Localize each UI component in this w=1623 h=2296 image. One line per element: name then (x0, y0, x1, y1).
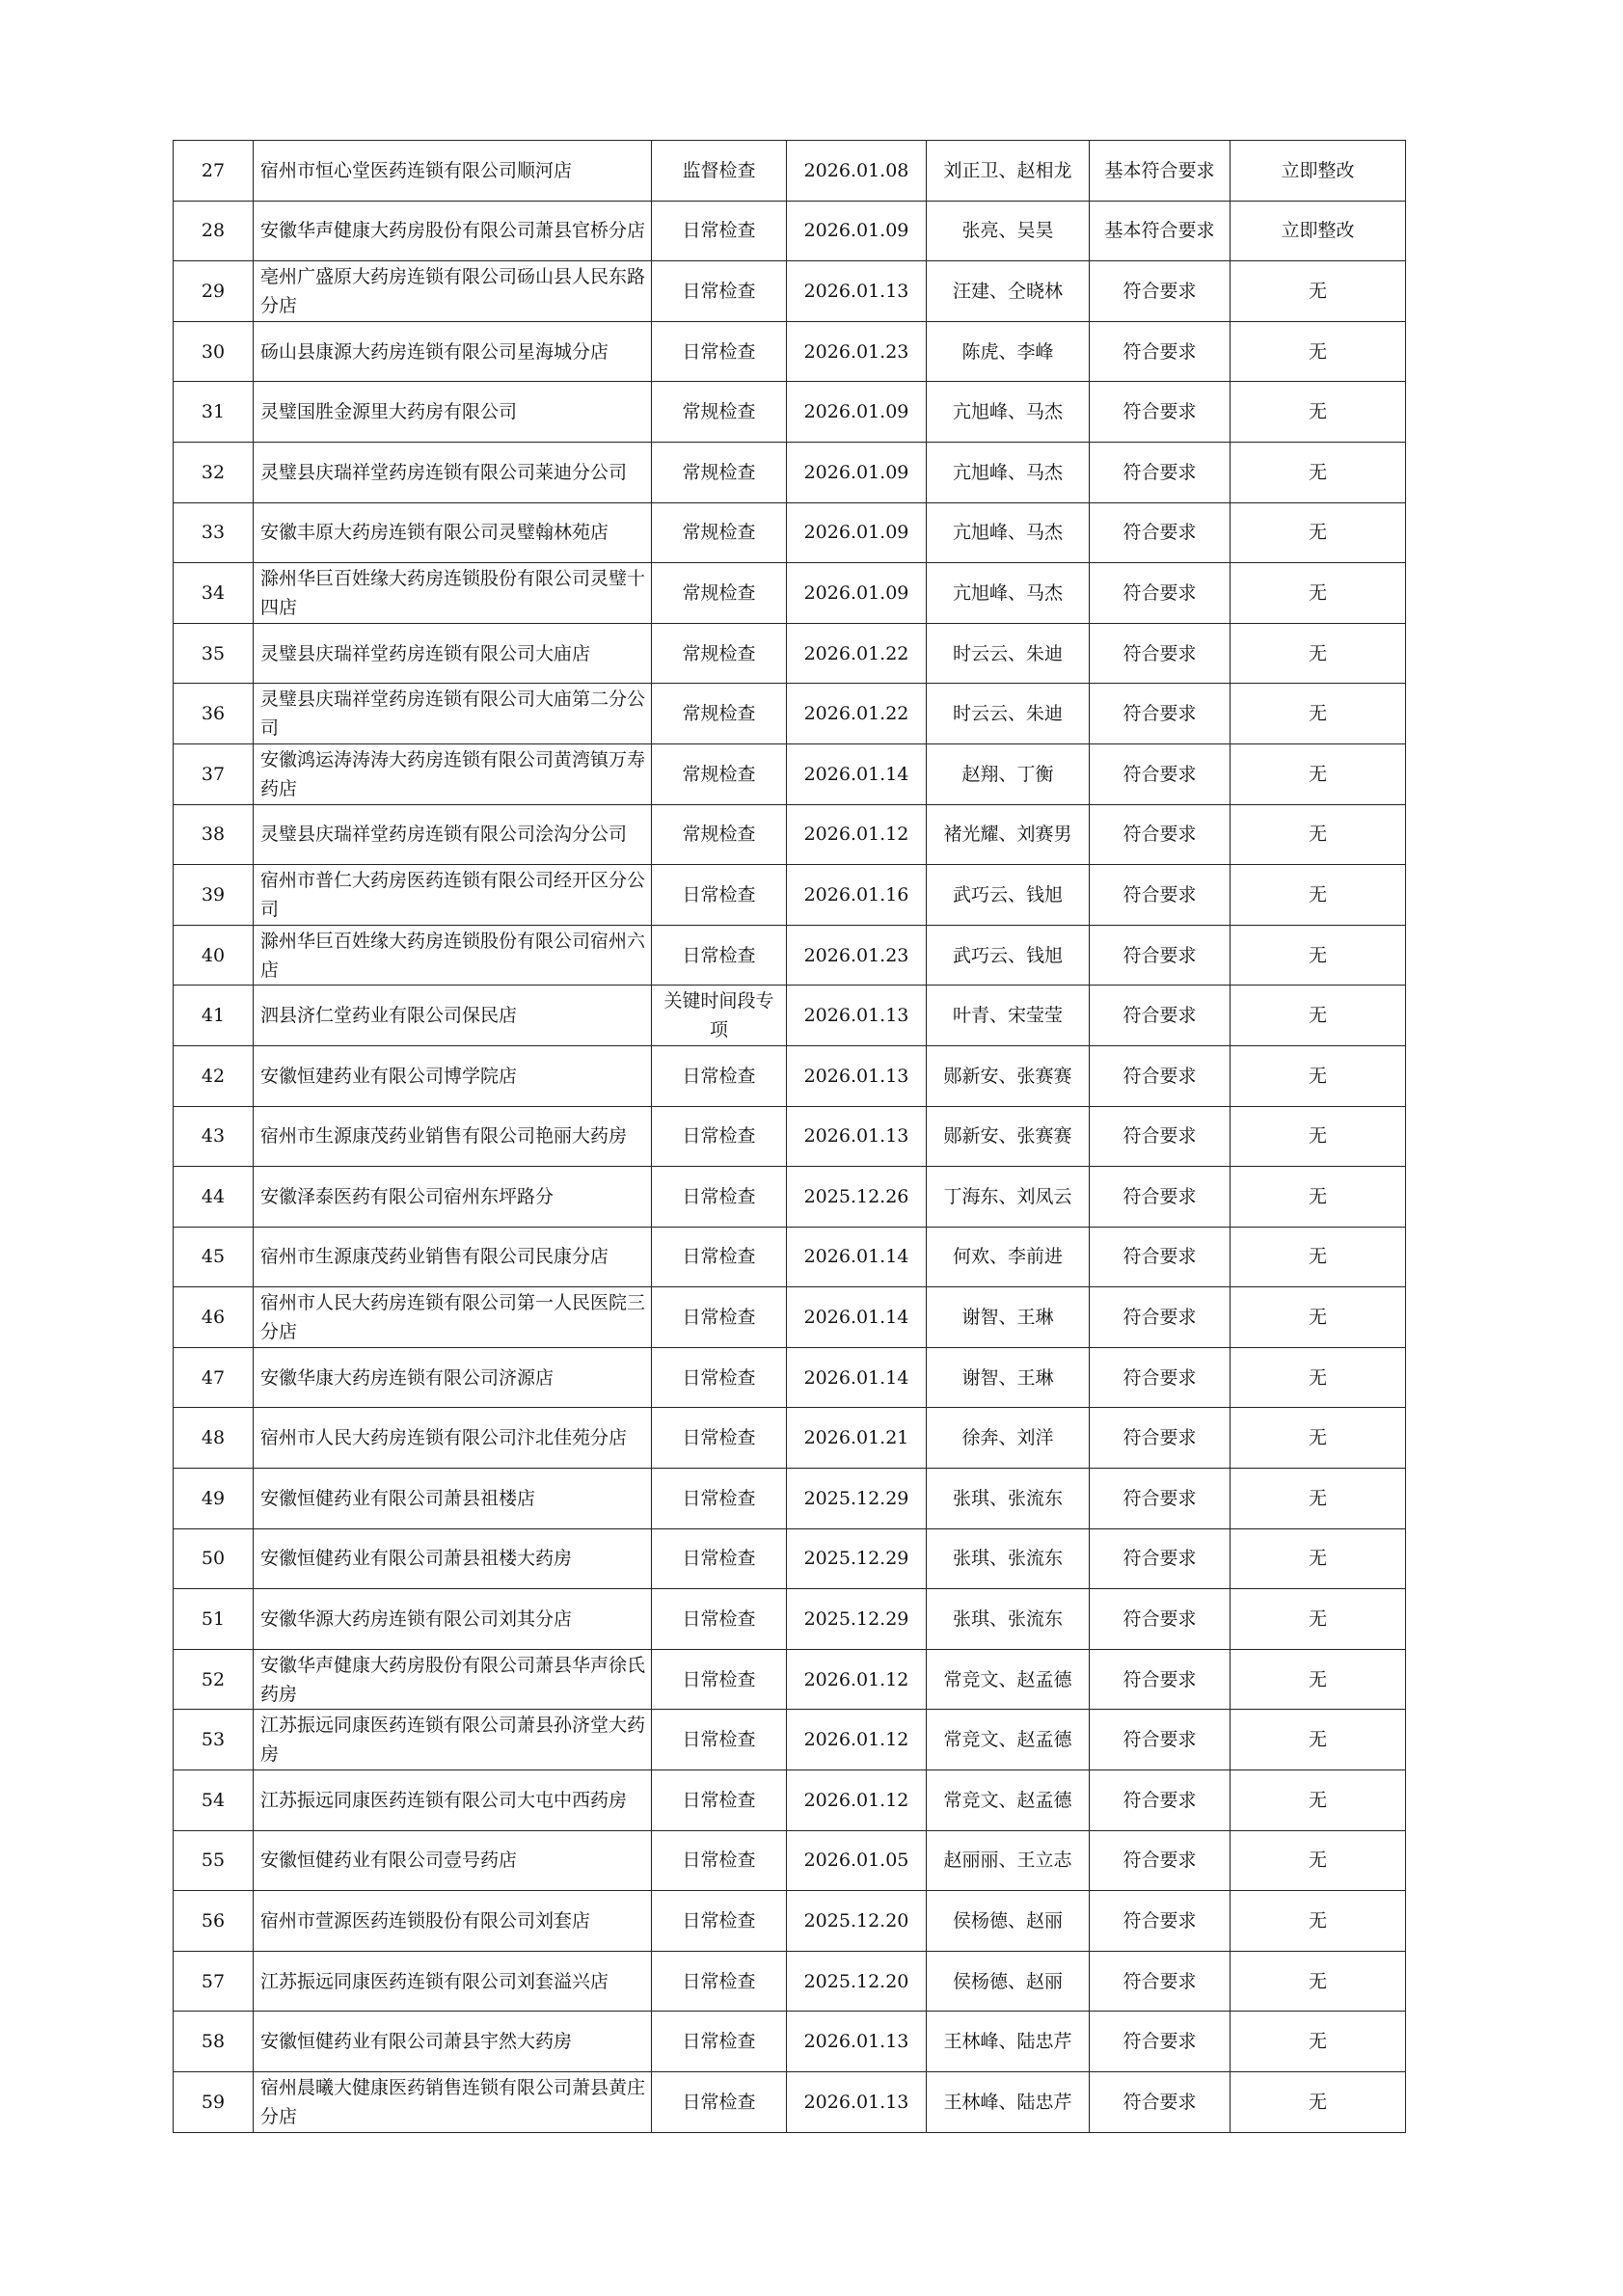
table-row (174, 1408, 1406, 1469)
inspection-type-cell: 日常检查 (652, 1167, 787, 1228)
inspectors-cell: 武巧云、钱旭 (927, 865, 1090, 926)
table-row (174, 1589, 1406, 1650)
result-cell: 符合要求 (1090, 1528, 1231, 1589)
serial-cell: 58 (174, 2012, 254, 2072)
inspectors-cell: 褚光耀、刘赛男 (927, 804, 1090, 865)
inspection-date-cell: 2025.12.29 (787, 1469, 927, 1529)
inspection-date-cell: 2026.01.14 (787, 743, 927, 804)
inspection-type-cell: 日常检查 (652, 1891, 787, 1952)
action-cell: 无 (1231, 1167, 1406, 1228)
result-cell: 符合要求 (1090, 865, 1231, 926)
inspection-date-cell: 2025.12.20 (787, 1951, 927, 2012)
table-row (174, 1951, 1406, 2012)
company-name-cell: 江苏振远同康医药连锁有限公司刘套溢兴店 (254, 1951, 652, 2012)
serial-cell: 29 (174, 261, 254, 322)
inspection-type-cell: 日常检查 (652, 1649, 787, 1710)
inspection-date-cell: 2026.01.09 (787, 563, 927, 624)
result-cell: 符合要求 (1090, 623, 1231, 684)
action-cell: 无 (1231, 1770, 1406, 1831)
serial-cell: 37 (174, 743, 254, 804)
action-cell: 无 (1231, 743, 1406, 804)
inspectors-cell: 谢智、王琳 (927, 1287, 1090, 1348)
inspectors-cell: 亢旭峰、马杰 (927, 563, 1090, 624)
inspection-date-cell: 2025.12.26 (787, 1167, 927, 1228)
inspectors-cell: 亢旭峰、马杰 (927, 502, 1090, 563)
inspectors-cell: 郧新安、张赛赛 (927, 1106, 1090, 1167)
table-row (174, 141, 1406, 202)
table-row (174, 1891, 1406, 1952)
inspection-date-cell: 2026.01.22 (787, 623, 927, 684)
result-cell: 基本符合要求 (1090, 201, 1231, 261)
company-name-cell: 宿州晨曦大健康医药销售连锁有限公司萧县黄庄分店 (254, 2072, 652, 2133)
table-row (174, 261, 1406, 322)
inspection-type-cell: 日常检查 (652, 865, 787, 926)
result-cell: 符合要求 (1090, 1408, 1231, 1469)
table-row (174, 1045, 1406, 1106)
inspection-date-cell: 2026.01.23 (787, 321, 927, 382)
inspection-type-cell: 日常检查 (652, 1469, 787, 1529)
result-cell: 符合要求 (1090, 502, 1231, 563)
serial-cell: 49 (174, 1469, 254, 1529)
serial-cell: 36 (174, 684, 254, 744)
action-cell: 无 (1231, 1106, 1406, 1167)
inspectors-cell: 亢旭峰、马杰 (927, 382, 1090, 443)
inspection-date-cell: 2026.01.08 (787, 141, 927, 202)
result-cell: 符合要求 (1090, 2072, 1231, 2133)
company-name-cell: 安徽泽泰医药有限公司宿州东坪路分 (254, 1167, 652, 1228)
action-cell: 无 (1231, 1469, 1406, 1529)
action-cell: 无 (1231, 1347, 1406, 1408)
action-cell: 无 (1231, 563, 1406, 624)
company-name-cell: 宿州市萱源医药连锁股份有限公司刘套店 (254, 1891, 652, 1952)
inspection-date-cell: 2026.01.13 (787, 2012, 927, 2072)
table-row (174, 925, 1406, 986)
result-cell: 符合要求 (1090, 1167, 1231, 1228)
table-row (174, 1227, 1406, 1287)
inspectors-cell: 武巧云、钱旭 (927, 925, 1090, 986)
table-row (174, 1649, 1406, 1710)
table-body (174, 141, 1406, 2133)
table-row (174, 1167, 1406, 1228)
inspection-type-cell: 日常检查 (652, 321, 787, 382)
inspection-type-cell: 日常检查 (652, 1287, 787, 1348)
table-row (174, 442, 1406, 502)
company-name-cell: 砀山县康源大药房连锁有限公司星海城分店 (254, 321, 652, 382)
inspection-date-cell: 2026.01.12 (787, 1710, 927, 1770)
action-cell: 无 (1231, 986, 1406, 1046)
company-name-cell: 泗县济仁堂药业有限公司保民店 (254, 986, 652, 1046)
inspectors-cell: 陈虎、李峰 (927, 321, 1090, 382)
inspectors-cell: 侯杨德、赵丽 (927, 1951, 1090, 2012)
table-row (174, 1347, 1406, 1408)
table-row (174, 201, 1406, 261)
inspection-date-cell: 2026.01.12 (787, 1649, 927, 1710)
table-row (174, 623, 1406, 684)
table-row (174, 321, 1406, 382)
company-name-cell: 安徽恒健药业有限公司壹号药店 (254, 1830, 652, 1891)
result-cell: 符合要求 (1090, 2012, 1231, 2072)
serial-cell: 50 (174, 1528, 254, 1589)
action-cell: 无 (1231, 804, 1406, 865)
inspection-date-cell: 2026.01.09 (787, 201, 927, 261)
inspection-date-cell: 2026.01.12 (787, 804, 927, 865)
inspectors-cell: 张琪、张流东 (927, 1469, 1090, 1529)
company-name-cell: 灵璧国胜金源里大药房有限公司 (254, 382, 652, 443)
action-cell: 无 (1231, 865, 1406, 926)
table-row (174, 1710, 1406, 1770)
result-cell: 符合要求 (1090, 1710, 1231, 1770)
action-cell: 无 (1231, 623, 1406, 684)
table-row (174, 1770, 1406, 1831)
result-cell: 符合要求 (1090, 261, 1231, 322)
serial-cell: 52 (174, 1649, 254, 1710)
inspection-type-cell: 日常检查 (652, 1830, 787, 1891)
inspection-date-cell: 2026.01.21 (787, 1408, 927, 1469)
inspection-type-cell: 日常检查 (652, 925, 787, 986)
company-name-cell: 安徽华源大药房连锁有限公司刘其分店 (254, 1589, 652, 1650)
result-cell: 符合要求 (1090, 1891, 1231, 1952)
inspection-type-cell: 日常检查 (652, 1770, 787, 1831)
serial-cell: 41 (174, 986, 254, 1046)
action-cell: 无 (1231, 925, 1406, 986)
inspection-type-cell: 日常检查 (652, 1106, 787, 1167)
serial-cell: 53 (174, 1710, 254, 1770)
inspection-type-cell: 日常检查 (652, 261, 787, 322)
action-cell: 无 (1231, 2012, 1406, 2072)
result-cell: 符合要求 (1090, 1045, 1231, 1106)
inspection-type-cell: 日常检查 (652, 1408, 787, 1469)
inspection-type-cell: 常规检查 (652, 684, 787, 744)
inspection-date-cell: 2025.12.20 (787, 1891, 927, 1952)
table-row (174, 1106, 1406, 1167)
company-name-cell: 安徽恒健药业有限公司萧县祖楼店 (254, 1469, 652, 1529)
inspectors-cell: 叶青、宋莹莹 (927, 986, 1090, 1046)
inspection-type-cell: 常规检查 (652, 502, 787, 563)
inspection-date-cell: 2026.01.05 (787, 1830, 927, 1891)
result-cell: 符合要求 (1090, 1770, 1231, 1831)
company-name-cell: 灵璧县庆瑞祥堂药房连锁有限公司大庙第二分公司 (254, 684, 652, 744)
company-name-cell: 灵璧县庆瑞祥堂药房连锁有限公司莱迪分公司 (254, 442, 652, 502)
company-name-cell: 灵璧县庆瑞祥堂药房连锁有限公司浍沟分公司 (254, 804, 652, 865)
inspection-date-cell: 2026.01.14 (787, 1227, 927, 1287)
action-cell: 无 (1231, 1710, 1406, 1770)
inspection-date-cell: 2026.01.09 (787, 502, 927, 563)
serial-cell: 56 (174, 1891, 254, 1952)
inspection-type-cell: 日常检查 (652, 1227, 787, 1287)
serial-cell: 40 (174, 925, 254, 986)
inspectors-cell: 常竞文、赵孟德 (927, 1649, 1090, 1710)
company-name-cell: 安徽华声健康大药房股份有限公司萧县华声徐氏药房 (254, 1649, 652, 1710)
inspection-type-cell: 常规检查 (652, 382, 787, 443)
company-name-cell: 灵璧县庆瑞祥堂药房连锁有限公司大庙店 (254, 623, 652, 684)
inspection-type-cell: 日常检查 (652, 201, 787, 261)
company-name-cell: 滁州华巨百姓缘大药房连锁股份有限公司宿州六店 (254, 925, 652, 986)
table-row (174, 743, 1406, 804)
table-row (174, 1830, 1406, 1891)
table-row (174, 1287, 1406, 1348)
action-cell: 无 (1231, 382, 1406, 443)
inspection-date-cell: 2026.01.12 (787, 1770, 927, 1831)
table-row (174, 865, 1406, 926)
result-cell: 符合要求 (1090, 321, 1231, 382)
action-cell: 无 (1231, 1951, 1406, 2012)
inspectors-cell: 徐奔、刘洋 (927, 1408, 1090, 1469)
inspectors-cell: 时云云、朱迪 (927, 684, 1090, 744)
result-cell: 符合要求 (1090, 1830, 1231, 1891)
serial-cell: 39 (174, 865, 254, 926)
table-row (174, 563, 1406, 624)
company-name-cell: 安徽恒健药业有限公司萧县宇然大药房 (254, 2012, 652, 2072)
table-row (174, 2012, 1406, 2072)
serial-cell: 27 (174, 141, 254, 202)
action-cell: 无 (1231, 1408, 1406, 1469)
inspection-type-cell: 日常检查 (652, 2012, 787, 2072)
action-cell: 无 (1231, 442, 1406, 502)
serial-cell: 35 (174, 623, 254, 684)
inspectors-cell: 郧新安、张赛赛 (927, 1045, 1090, 1106)
company-name-cell: 江苏振远同康医药连锁有限公司大屯中西药房 (254, 1770, 652, 1831)
action-cell: 立即整改 (1231, 201, 1406, 261)
company-name-cell: 安徽华声健康大药房股份有限公司萧县官桥分店 (254, 201, 652, 261)
serial-cell: 48 (174, 1408, 254, 1469)
company-name-cell: 宿州市生源康茂药业销售有限公司艳丽大药房 (254, 1106, 652, 1167)
result-cell: 符合要求 (1090, 684, 1231, 744)
inspectors-cell: 张亮、吴昊 (927, 201, 1090, 261)
serial-cell: 45 (174, 1227, 254, 1287)
inspection-date-cell: 2026.01.13 (787, 986, 927, 1046)
serial-cell: 38 (174, 804, 254, 865)
action-cell: 无 (1231, 1287, 1406, 1348)
inspectors-cell: 侯杨德、赵丽 (927, 1891, 1090, 1952)
company-name-cell: 宿州市恒心堂医药连锁有限公司顺河店 (254, 141, 652, 202)
result-cell: 符合要求 (1090, 442, 1231, 502)
inspection-type-cell: 常规检查 (652, 563, 787, 624)
inspectors-cell: 丁海东、刘凤云 (927, 1167, 1090, 1228)
company-name-cell: 宿州市人民大药房连锁有限公司第一人民医院三分店 (254, 1287, 652, 1348)
table-row (174, 1528, 1406, 1589)
inspectors-cell: 赵丽丽、王立志 (927, 1830, 1090, 1891)
result-cell: 符合要求 (1090, 1287, 1231, 1348)
action-cell: 无 (1231, 1227, 1406, 1287)
inspectors-cell: 谢智、王琳 (927, 1347, 1090, 1408)
inspectors-cell: 刘正卫、赵相龙 (927, 141, 1090, 202)
action-cell: 无 (1231, 1830, 1406, 1891)
inspection-date-cell: 2026.01.16 (787, 865, 927, 926)
result-cell: 符合要求 (1090, 1347, 1231, 1408)
result-cell: 符合要求 (1090, 1106, 1231, 1167)
company-name-cell: 安徽鸿运涛涛涛大药房连锁有限公司黄湾镇万寿药店 (254, 743, 652, 804)
inspection-type-cell: 日常检查 (652, 2072, 787, 2133)
action-cell: 无 (1231, 2072, 1406, 2133)
serial-cell: 34 (174, 563, 254, 624)
inspection-type-cell: 日常检查 (652, 1528, 787, 1589)
serial-cell: 51 (174, 1589, 254, 1650)
company-name-cell: 宿州市人民大药房连锁有限公司汴北佳苑分店 (254, 1408, 652, 1469)
inspectors-cell: 王林峰、陆忠芹 (927, 2072, 1090, 2133)
inspection-type-cell: 日常检查 (652, 1951, 787, 2012)
inspectors-cell: 亢旭峰、马杰 (927, 442, 1090, 502)
inspection-date-cell: 2026.01.22 (787, 684, 927, 744)
result-cell: 符合要求 (1090, 804, 1231, 865)
result-cell: 符合要求 (1090, 1227, 1231, 1287)
serial-cell: 47 (174, 1347, 254, 1408)
action-cell: 无 (1231, 1649, 1406, 1710)
serial-cell: 43 (174, 1106, 254, 1167)
serial-cell: 42 (174, 1045, 254, 1106)
serial-cell: 30 (174, 321, 254, 382)
action-cell: 无 (1231, 684, 1406, 744)
inspection-type-cell: 日常检查 (652, 1710, 787, 1770)
table-row (174, 684, 1406, 744)
inspection-date-cell: 2026.01.09 (787, 442, 927, 502)
company-name-cell: 安徽华康大药房连锁有限公司济源店 (254, 1347, 652, 1408)
inspectors-cell: 张琪、张流东 (927, 1528, 1090, 1589)
table-row (174, 2072, 1406, 2133)
serial-cell: 46 (174, 1287, 254, 1348)
inspection-type-cell: 日常检查 (652, 1045, 787, 1106)
company-name-cell: 江苏振远同康医药连锁有限公司萧县孙济堂大药房 (254, 1710, 652, 1770)
table-row (174, 986, 1406, 1046)
serial-cell: 54 (174, 1770, 254, 1831)
inspection-type-cell: 常规检查 (652, 743, 787, 804)
inspectors-cell: 赵翔、丁衡 (927, 743, 1090, 804)
result-cell: 符合要求 (1090, 382, 1231, 443)
serial-cell: 57 (174, 1951, 254, 2012)
serial-cell: 28 (174, 201, 254, 261)
serial-cell: 33 (174, 502, 254, 563)
serial-cell: 59 (174, 2072, 254, 2133)
result-cell: 符合要求 (1090, 1951, 1231, 2012)
action-cell: 无 (1231, 502, 1406, 563)
company-name-cell: 安徽恒健药业有限公司萧县祖楼大药房 (254, 1528, 652, 1589)
inspectors-cell: 时云云、朱迪 (927, 623, 1090, 684)
inspection-date-cell: 2026.01.09 (787, 382, 927, 443)
company-name-cell: 宿州市普仁大药房医药连锁有限公司经开区分公司 (254, 865, 652, 926)
serial-cell: 31 (174, 382, 254, 443)
inspection-table (173, 140, 1406, 2133)
company-name-cell: 安徽恒建药业有限公司博学院店 (254, 1045, 652, 1106)
inspectors-cell: 王林峰、陆忠芹 (927, 2012, 1090, 2072)
inspection-date-cell: 2026.01.13 (787, 2072, 927, 2133)
result-cell: 基本符合要求 (1090, 141, 1231, 202)
result-cell: 符合要求 (1090, 925, 1231, 986)
table-row (174, 1469, 1406, 1529)
serial-cell: 55 (174, 1830, 254, 1891)
table-row (174, 804, 1406, 865)
company-name-cell: 宿州市生源康茂药业销售有限公司民康分店 (254, 1227, 652, 1287)
inspection-date-cell: 2026.01.13 (787, 1106, 927, 1167)
inspectors-cell: 常竞文、赵孟德 (927, 1710, 1090, 1770)
action-cell: 立即整改 (1231, 141, 1406, 202)
result-cell: 符合要求 (1090, 743, 1231, 804)
action-cell: 无 (1231, 1528, 1406, 1589)
inspection-date-cell: 2026.01.23 (787, 925, 927, 986)
inspectors-cell: 张琪、张流东 (927, 1589, 1090, 1650)
inspection-type-cell: 关键时间段专项 (652, 986, 787, 1046)
inspection-type-cell: 常规检查 (652, 442, 787, 502)
inspectors-cell: 何欢、李前进 (927, 1227, 1090, 1287)
inspection-date-cell: 2026.01.13 (787, 261, 927, 322)
table-row (174, 382, 1406, 443)
inspection-type-cell: 日常检查 (652, 1589, 787, 1650)
company-name-cell: 滁州华巨百姓缘大药房连锁股份有限公司灵璧十四店 (254, 563, 652, 624)
result-cell: 符合要求 (1090, 986, 1231, 1046)
inspection-date-cell: 2026.01.14 (787, 1347, 927, 1408)
inspectors-cell: 常竞文、赵孟德 (927, 1770, 1090, 1831)
result-cell: 符合要求 (1090, 1589, 1231, 1650)
inspection-type-cell: 监督检查 (652, 141, 787, 202)
company-name-cell: 亳州广盛原大药房连锁有限公司砀山县人民东路分店 (254, 261, 652, 322)
result-cell: 符合要求 (1090, 1469, 1231, 1529)
serial-cell: 44 (174, 1167, 254, 1228)
inspection-type-cell: 常规检查 (652, 623, 787, 684)
inspection-type-cell: 日常检查 (652, 1347, 787, 1408)
company-name-cell: 安徽丰原大药房连锁有限公司灵璧翰林苑店 (254, 502, 652, 563)
action-cell: 无 (1231, 1045, 1406, 1106)
result-cell: 符合要求 (1090, 1649, 1231, 1710)
result-cell: 符合要求 (1090, 563, 1231, 624)
action-cell: 无 (1231, 1891, 1406, 1952)
serial-cell: 32 (174, 442, 254, 502)
inspection-date-cell: 2026.01.14 (787, 1287, 927, 1348)
inspection-date-cell: 2025.12.29 (787, 1589, 927, 1650)
table-row (174, 502, 1406, 563)
action-cell: 无 (1231, 261, 1406, 322)
action-cell: 无 (1231, 321, 1406, 382)
action-cell: 无 (1231, 1589, 1406, 1650)
inspection-date-cell: 2026.01.13 (787, 1045, 927, 1106)
inspectors-cell: 汪建、仝晓林 (927, 261, 1090, 322)
inspection-type-cell: 常规检查 (652, 804, 787, 865)
inspection-date-cell: 2025.12.29 (787, 1528, 927, 1589)
